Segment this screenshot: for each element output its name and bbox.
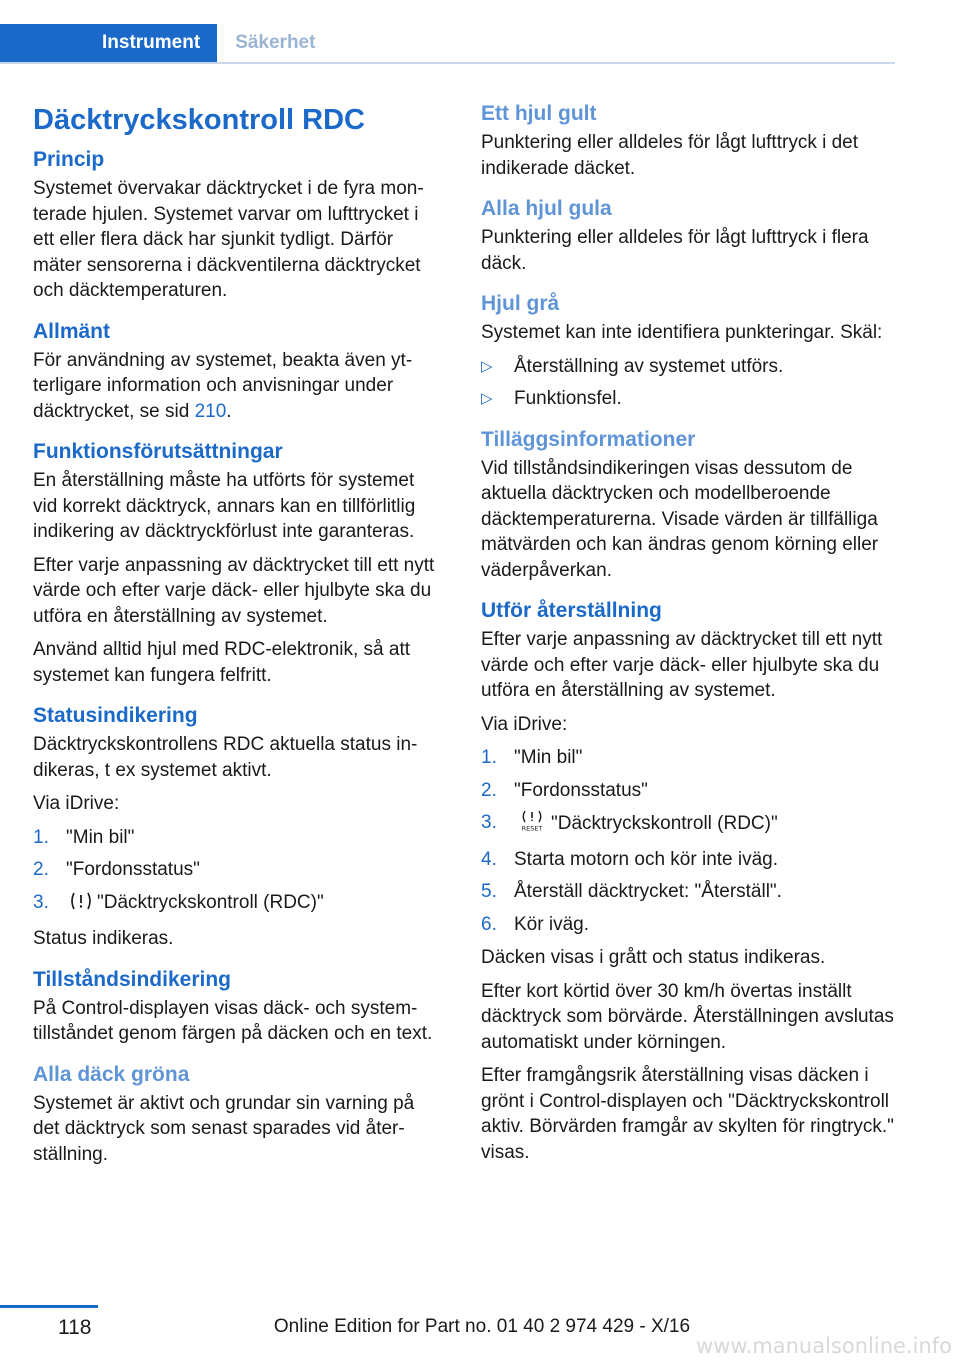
step-text: "Fordonsstatus" [514,779,648,801]
step-number: 5. [481,881,497,902]
step-text: "Fordonsstatus" [66,859,200,880]
step-number: 3. [481,812,497,833]
heading-tillaggsinformationer: Tilläggsinformationer [481,427,696,451]
list-item [33,890,443,919]
step-text: "Däcktryckskontroll (RDC)" [97,891,324,913]
step-text: "Min bil" [66,826,135,848]
page-title: Däcktryckskontroll RDC [33,104,365,136]
gula-text: Punktering eller alldeles för lågt lufttryck i flera däck. [481,227,869,274]
heading-alla-hjul-gula: Alla hjul gula [481,197,612,220]
bullet-text: Funktionsfel. [514,388,622,409]
page-link-210[interactable]: 210 [194,400,227,422]
status-via: Via iDrive: [33,793,120,814]
list-item [481,745,895,771]
allmant-text [33,348,443,425]
footer-accent-line [0,1305,98,1308]
tab-sakerhet[interactable]: Säkerhet [235,32,316,53]
chapter-header [0,24,895,64]
step-text: Återställ däcktrycket: "Återställ". [514,881,782,902]
list-item [481,912,895,938]
reset-text-1: Efter varje anpassning av däcktrycket till ett nytt värde och efter varje däck- eller hjulbyte ska du utföra en återställning av systemet. [481,629,883,701]
left-column [33,100,443,1175]
triangle-bullet-icon: ▷ [481,357,493,375]
heading-statusindikering: Statusindikering [33,704,198,727]
step-text: "Däcktryckskontroll (RDC)" [551,813,778,834]
reset-icon-label: RESET [521,824,543,832]
header-accent-bar [0,24,98,62]
triangle-bullet-icon: ▷ [481,390,493,407]
status-text: Däcktryckskontrollens RDC aktuella status indikeras, t ex systemet aktivt. [33,734,418,781]
list-item [33,825,443,851]
heading-alla-dack-grona: Alla däck gröna [33,1062,190,1086]
right-column [481,100,895,1173]
step-number: 3. [33,891,49,913]
step-number: 4. [481,848,497,870]
heading-tillstandsindikering: Tillståndsindikering [33,967,231,991]
heading-allmant: Allmänt [33,319,111,343]
status-steps [33,825,443,919]
gult-text: Punktering eller alldeles för lågt lufttryck i det indikerade däcket. [481,132,859,179]
grona-text: Systemet är aktivt och grundar sin varning på det däcktryck som senast sparades vid återställning. [33,1092,415,1165]
tillstand-text: På Control-displayen visas däck- och systemtillståndet genom färgen på däcken och en text. [33,997,433,1044]
princip-text: Systemet övervakar däcktrycket i de fyra monterade hjulen. Systemet varvar om lufttrycket i ett eller flera däck har sjunkit tydligt. Därför mäter sensorerna i däckventilerna däcktrycket och däcktemperaturen. [33,178,424,301]
funk-text-1: En återställning måste ha utförts för systemet vid korrekt däcktryck, annars kan en tillförlitlig indikering av däcktryckförlust inte garanteras. [33,470,416,542]
funk-text-2: Efter varje anpassning av däcktrycket till ett nytt värde och efter varje däck- eller hjulbyte ska du utföra en återställning av systemet. [33,554,435,627]
tab-instrument[interactable]: Instrument [98,24,217,62]
gra-text: Systemet kan inte identifiera punkteringar. Skäl: [481,322,883,343]
tire-warning-icon [69,891,93,919]
list-item [481,810,895,840]
step-number: 1. [33,826,49,848]
allmant-text-after: . [226,400,232,422]
heading-ett-hjul-gult: Ett hjul gult [481,102,597,125]
step-number: 2. [33,859,49,880]
reset-text-2: Däcken visas i grått och status indikeras. [481,947,826,968]
bullet-text: Återställning av systemet utförs. [514,355,784,377]
step-text: Starta motorn och kör inte iväg. [514,848,779,870]
tire-reset-icon [517,810,547,840]
reset-text-4: Efter framgångsrik återställning visas däcken i grönt i Control-displayen och "Däcktryckskontroll aktiv. Börvärden framgår av skylten för ringtryck." visas. [481,1065,894,1163]
list-item [481,847,895,873]
step-number: 1. [481,747,497,768]
heading-funktionsforutsattningar: Funktionsförutsättningar [33,440,283,463]
heading-hjul-gra: Hjul grå [481,292,560,315]
page-number: 118 [58,1316,92,1339]
list-item [481,354,895,380]
status-result: Status indikeras. [33,928,174,949]
list-item [481,879,895,905]
allmant-text-before: För användning av systemet, beakta även ytterligare information och anvisningar under däcktrycket, se sid [33,349,413,422]
heading-utfor-aterstallning: Utför återställning [481,599,662,622]
step-number: 2. [481,779,497,801]
list-item [33,857,443,883]
funk-text-3: Använd alltid hjul med RDC-elektronik, så att systemet kan fungera felfritt. [33,639,411,686]
watermark: www.manualsonline.info [696,1334,952,1358]
list-item [481,386,895,412]
gra-bullets [481,354,895,412]
step-text: "Min bil" [514,747,583,768]
reset-via: Via iDrive: [481,713,568,735]
till-text: Vid tillståndsindikeringen visas dessutom de aktuella däcktrycken och modellberoende däcktemperaturerna. Visade värden är tillfälliga mätvärden och kan ändras genom körning eller väderpåverkan. [481,457,879,581]
heading-princip: Princip [33,148,105,171]
list-item [481,778,895,804]
reset-steps [481,745,895,937]
step-text: Kör iväg. [514,913,589,935]
edition-text: Online Edition for Part no. 01 40 2 974 429 - X/16 [273,1316,691,1337]
step-number: 6. [481,913,497,935]
reset-text-3: Efter kort körtid över 30 km/h övertas inställt däcktryck som börvärde. Återställningen avslutas automatiskt under körningen. [481,980,894,1053]
